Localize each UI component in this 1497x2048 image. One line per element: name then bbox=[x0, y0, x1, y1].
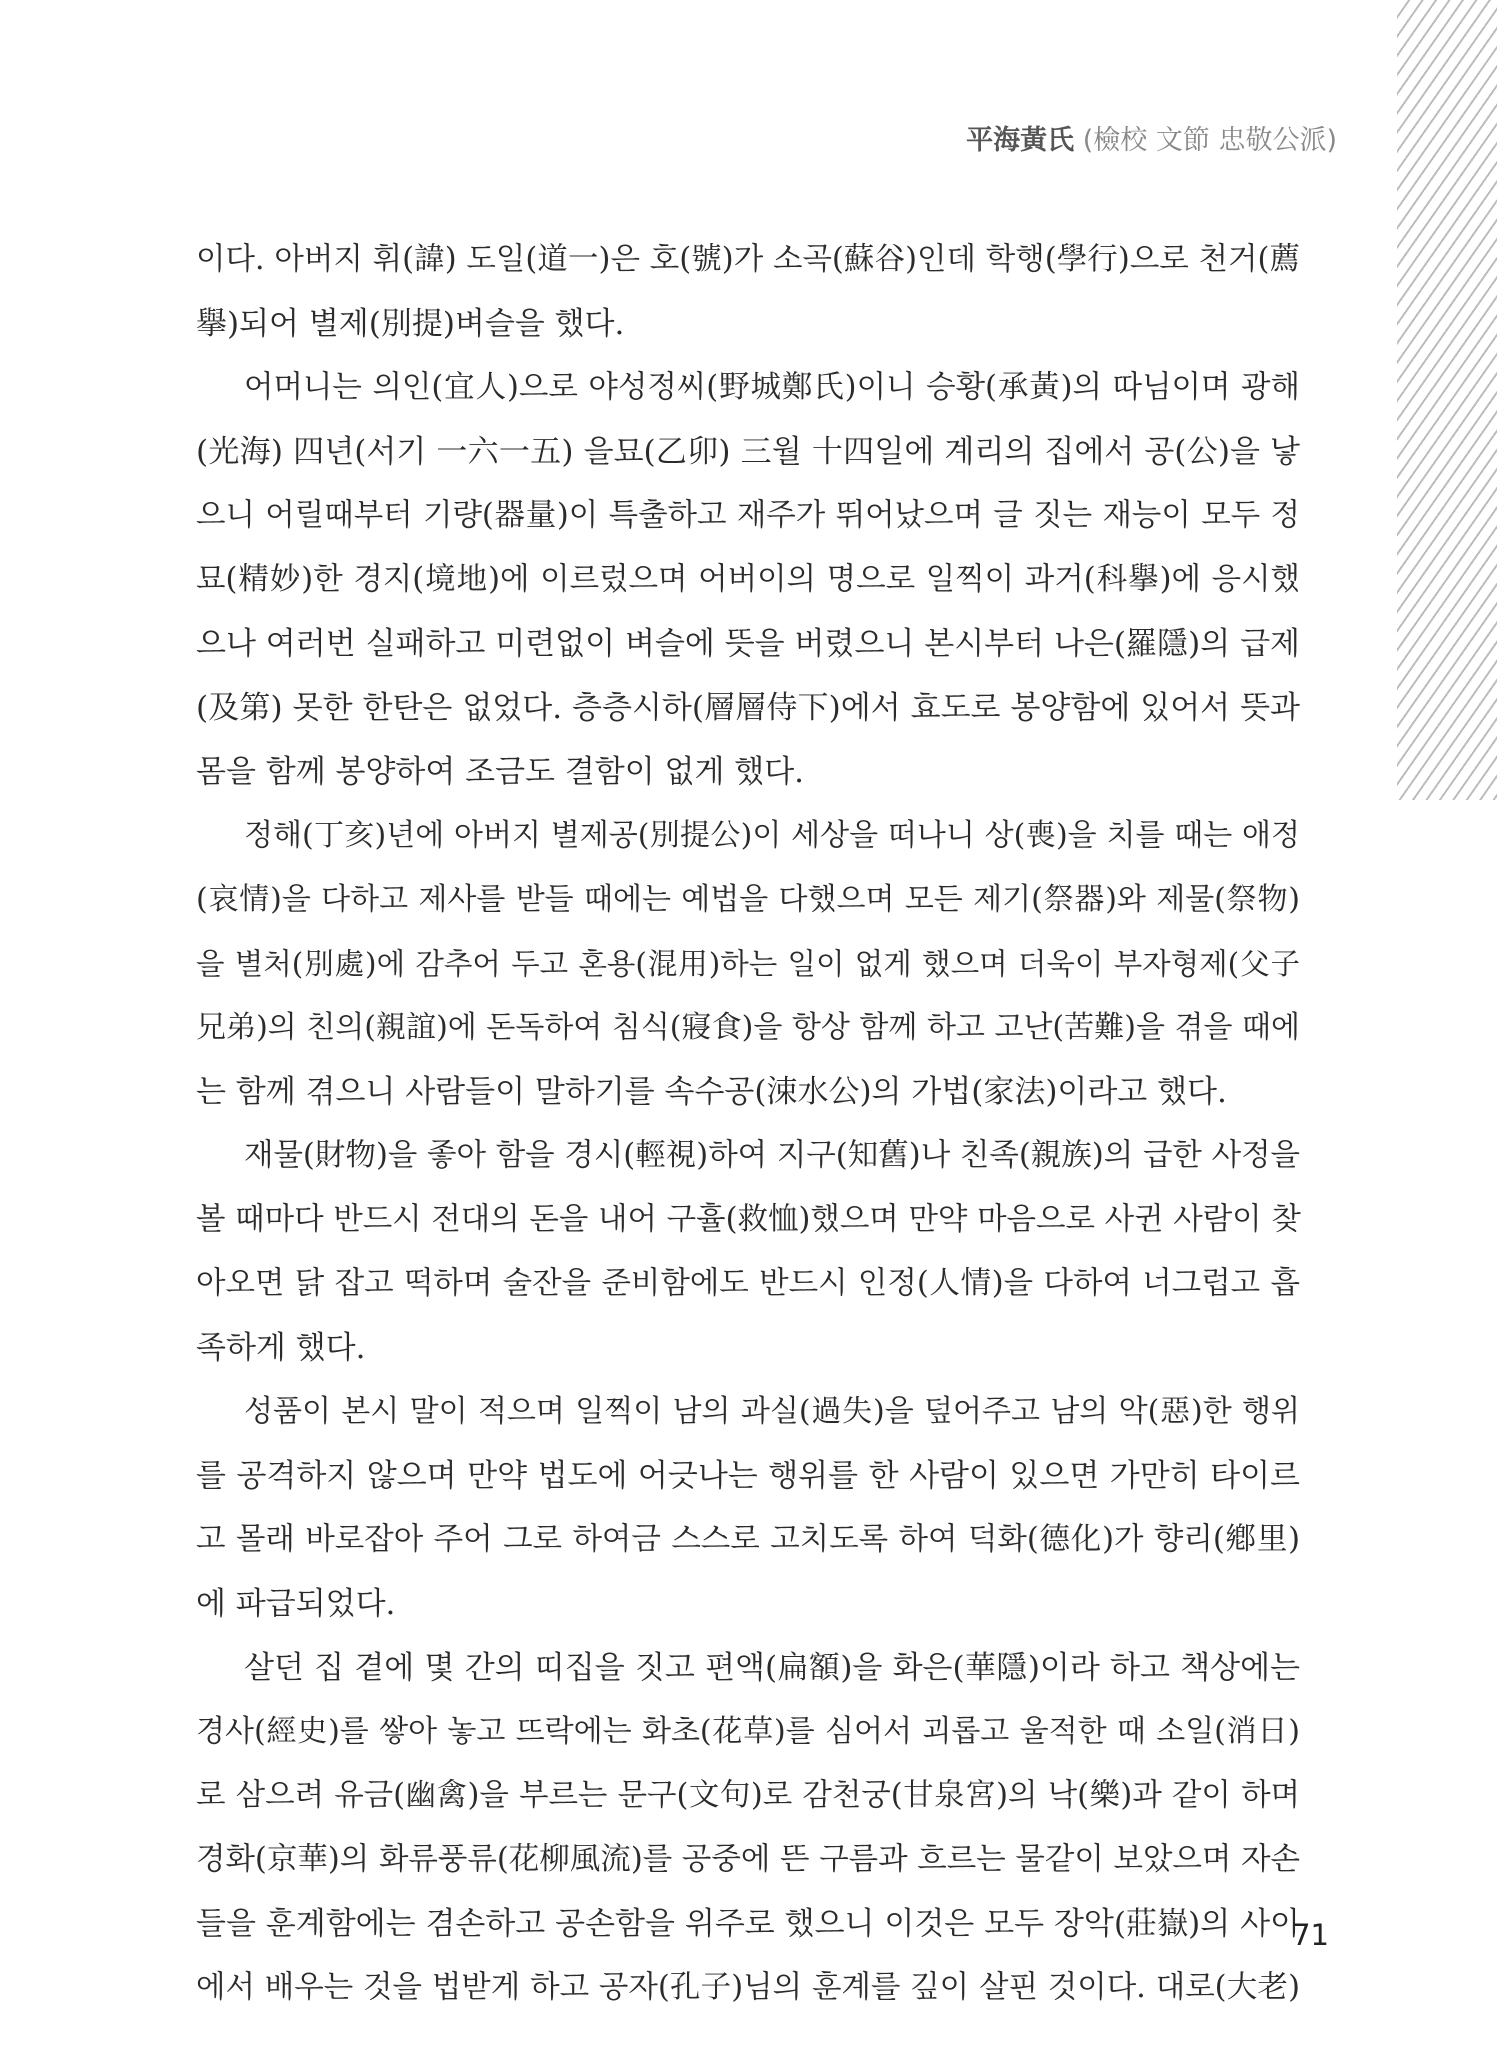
text-line: (及第) 못한 한탄은 없었다. 층층시하(層層侍下)에서 효도로 봉양함에 있어서 뜻과 bbox=[196, 690, 1300, 726]
text-line: 재물(財物)을 좋아 함을 경시(輕視)하여 지구(知舊)나 친족(親族)의 급한 사정을 bbox=[244, 1138, 1300, 1173]
text-line: 兄弟)의 친의(親誼)에 돈독하여 침식(寢食)을 항상 함께 하고 고난(苦難)을 겪을 때에 bbox=[196, 1010, 1300, 1045]
text-line: 아오면 닭 잡고 떡하며 술잔을 준비함에도 반드시 인정(人情)을 다하여 너그럽고 흡 bbox=[196, 1266, 1300, 1301]
header-branch: (檢校 文節 忠敬公派) bbox=[1082, 125, 1337, 156]
text-line: 이다. 아버지 휘(諱) 도일(道一)은 호(號)가 소곡(蘇谷)인데 학행(學行)으로 천거(薦 bbox=[196, 242, 1300, 277]
text-line: 들을 훈계함에는 겸손하고 공손함을 위주로 했으니 이것은 모두 장악(莊嶽)의 사이 bbox=[196, 1906, 1300, 1942]
text-line: 성품이 본시 말이 적으며 일찍이 남의 과실(過失)을 덮어주고 남의 악(惡)한 행위 bbox=[244, 1394, 1300, 1429]
text-line: 볼 때마다 반드시 전대의 돈을 내어 구휼(救恤)했으며 만약 마음으로 사귄 사람이 찾 bbox=[196, 1202, 1301, 1237]
text-line: 으니 어릴때부터 기량(器量)이 특출하고 재주가 뛰어났으며 글 짓는 재능이 모두 정 bbox=[196, 498, 1300, 533]
text-line: 묘(精妙)한 경지(境地)에 이르렀으며 어버이의 명으로 일찍이 과거(科擧)에 응시했 bbox=[196, 562, 1300, 597]
text-line: (光海) 四년(서기 一六一五) 을묘(乙卯) 三월 十四일에 계리의 집에서 공(公)을 낳 bbox=[196, 434, 1300, 470]
header-surname: 平海黃氏 bbox=[966, 125, 1075, 156]
decorative-stripes bbox=[1397, 0, 1497, 800]
paragraph-5 bbox=[196, 1380, 1300, 1636]
text-line: 으나 여러번 실패하고 미련없이 벼슬에 뜻을 버렸으니 본시부터 나은(羅隱)의 급제 bbox=[196, 626, 1300, 662]
text-line: 로 삼으려 유금(幽禽)을 부르는 문구(文句)로 감천궁(甘泉宮)의 낙(樂)과 같이 하며 bbox=[196, 1778, 1300, 1813]
paragraph-2 bbox=[196, 356, 1300, 804]
page-number: 71 bbox=[1292, 1918, 1329, 1952]
text-line: 에서 배우는 것을 법받게 하고 공자(孔子)님의 훈계를 깊이 살핀 것이다. 대로(大老) bbox=[196, 1970, 1300, 2005]
paragraph-6 bbox=[196, 1636, 1300, 2020]
text-line: 살던 집 곁에 몇 간의 띠집을 짓고 편액(扁額)을 화은(華隱)이라 하고 책상에는 bbox=[244, 1650, 1300, 1686]
text-line: 경사(經史)를 쌓아 놓고 뜨락에는 화초(花草)를 심어서 괴롭고 울적한 때 소일(消日) bbox=[196, 1714, 1300, 1749]
text-line: 는 함께 겪으니 사람들이 말하기를 속수공(涑水公)의 가법(家法)이라고 했다. bbox=[196, 1074, 1227, 1110]
paragraph-1 bbox=[196, 228, 1300, 356]
paragraph-3 bbox=[196, 804, 1300, 1124]
running-header bbox=[966, 118, 1337, 157]
text-line: 고 몰래 바로잡아 주어 그로 하여금 스스로 고치도록 하여 덕화(德化)가 향리(鄕里) bbox=[196, 1522, 1300, 1557]
text-line: 를 공격하지 않으며 만약 법도에 어긋나는 행위를 한 사람이 있으면 가만히 타이르 bbox=[196, 1458, 1300, 1494]
text-line: 경화(京華)의 화류풍류(花柳風流)를 공중에 뜬 구름과 흐르는 물같이 보았으며 자손 bbox=[196, 1842, 1300, 1877]
text-line: 에 파급되었다. bbox=[196, 1586, 396, 1622]
body-text bbox=[196, 228, 1300, 2020]
text-line: 을 별처(別處)에 감추어 두고 혼용(混用)하는 일이 없게 했으며 더욱이 부자형제(父子 bbox=[196, 947, 1300, 981]
text-line: (哀情)을 다하고 제사를 받들 때에는 예법을 다했으며 모든 제기(祭器)와 제물(祭物) bbox=[196, 882, 1300, 917]
text-line: 족하게 했다. bbox=[196, 1330, 366, 1366]
text-line: 몸을 함께 봉양하여 조금도 결함이 없게 했다. bbox=[196, 754, 805, 790]
text-line: 어머니는 의인(宜人)으로 야성정씨(野城鄭氏)이니 승황(承黃)의 따님이며 광해 bbox=[244, 370, 1300, 405]
text-line: 擧)되어 별제(別提)벼슬을 했다. bbox=[196, 306, 625, 342]
paragraph-4 bbox=[196, 1124, 1300, 1380]
text-line: 정해(丁亥)년에 아버지 별제공(別提公)이 세상을 떠나니 상(喪)을 치를 때는 애정 bbox=[244, 818, 1300, 853]
